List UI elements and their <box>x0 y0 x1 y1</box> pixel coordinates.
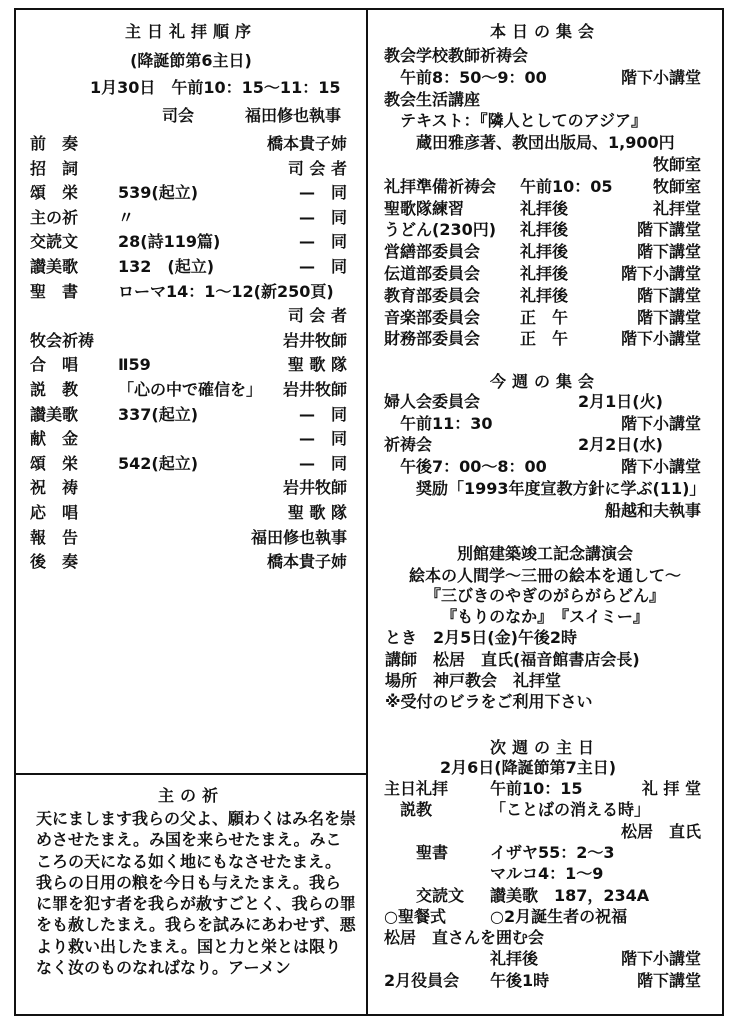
order-item-person: 岩井牧師 <box>282 380 347 399</box>
meeting-name: 午前11：30 <box>384 413 493 433</box>
lecture-line: 『もりのなか』 『スイミー』 <box>441 607 649 626</box>
meeting-time: 正 午 <box>520 329 569 349</box>
order-item-person: 橋本貴子姉 <box>266 134 347 153</box>
meeting-time: 礼拝後 <box>520 242 569 262</box>
meeting-time: 礼拝後 <box>490 949 539 969</box>
order-item-person: 岩井牧師 <box>282 478 347 498</box>
lecture-line: 絵本の人間学〜三冊の絵本を通して〜 <box>408 566 681 585</box>
order-item-person: — 同 <box>298 183 347 203</box>
meeting-place: 階下講堂 <box>636 307 701 327</box>
meeting-name: 主日礼拝 <box>384 779 449 798</box>
next-sunday-title: 次週の主日 <box>489 738 600 757</box>
meeting-time: 午前10：15 <box>490 779 583 798</box>
order-item-detail: 「心の中で確信を」 <box>118 380 263 399</box>
lecture-detail: ※受付のビラをご利用下さい <box>385 692 593 711</box>
order-item-label: 主の祈 <box>30 207 79 227</box>
meeting-name: 午前8：50〜9：00 <box>384 67 547 87</box>
presider-name: 福田修也執事 <box>245 106 342 125</box>
order-item-label: 頌 栄 <box>30 183 79 203</box>
order-item-label: 招 詞 <box>30 158 79 178</box>
meeting-name: 聖歌隊練習 <box>384 198 465 218</box>
order-item-label: 讃美歌 <box>30 404 79 424</box>
meeting-place: 階下講堂 <box>636 970 701 990</box>
meeting-name: 聖書 <box>384 842 449 862</box>
worship-subtitle: (降誕節第6主日) <box>130 51 252 70</box>
meeting-place: 階下小講堂 <box>620 413 701 433</box>
lecture-detail: 講師 松居 直氏(福音館書店会長) <box>385 650 640 669</box>
meeting-name: 松居 直さんを囲む会 <box>384 928 545 948</box>
meeting-name: 伝道部委員会 <box>384 264 481 283</box>
meeting-name: 音楽部委員会 <box>384 307 481 327</box>
meeting-name: 教会生活講座 <box>384 89 481 109</box>
meeting-name: テキスト：『隣人としてのアジア』 <box>384 111 648 131</box>
order-item-label: 説 教 <box>30 380 79 399</box>
presider-label: 司会 <box>162 106 195 125</box>
column-divider <box>366 8 368 1016</box>
lecture-title: 別館建築竣工記念講演会 <box>456 544 633 563</box>
meeting-place: 牧師室 <box>652 155 701 174</box>
meeting-time: マルコ4：1〜9 <box>490 864 604 884</box>
week-meetings-title: 今週の集会 <box>489 372 600 391</box>
meeting-time: 「ことばの消える時」 <box>490 800 651 820</box>
order-item-person: — 同 <box>298 453 347 473</box>
order-item-label: 前 奏 <box>30 134 79 153</box>
order-item-label: 合 唱 <box>30 355 79 375</box>
order-item-detail: 28(詩119篇) <box>118 232 221 252</box>
meeting-name: 2月役員会 <box>384 970 460 990</box>
lecture-detail: 場所 神戸教会 礼拝堂 <box>385 671 562 690</box>
order-item-detail: 〃 <box>118 207 135 227</box>
meeting-time: 礼拝後 <box>520 198 569 218</box>
order-item-person: 司 会 者 <box>287 158 347 178</box>
meeting-place: 階下小講堂 <box>620 67 701 87</box>
next-sunday-date: 2月6日(降誕節第7主日) <box>440 758 617 777</box>
meeting-time: イザヤ55：2〜3 <box>490 842 615 862</box>
order-item-label: 牧会祈祷 <box>30 330 95 350</box>
meeting-name: 祈祷会 <box>384 435 433 455</box>
meeting-name: 蔵田雅彦著、教団出版局、1,900円 <box>384 133 675 153</box>
lords-prayer-title: 主の祈 <box>157 786 224 805</box>
meeting-time: 午前10：05 <box>520 176 613 196</box>
meeting-time: 2月1日(火) <box>578 392 663 411</box>
meeting-name: 奨励「1993年度宣教方針に学ぶ(11)」 <box>384 478 706 498</box>
order-item-detail: 132 (起立) <box>118 257 215 276</box>
order-item-person: — 同 <box>298 404 347 424</box>
order-item-label: 献 金 <box>30 429 79 449</box>
worship-order-title: 主日礼拝順序 <box>124 22 257 41</box>
lecture-line: 『三びきのやぎのがらがらどん』 <box>424 586 665 605</box>
order-item-detail: Ⅱ59 <box>118 355 151 375</box>
order-item-detail: 542(起立) <box>118 453 199 473</box>
today-meetings-title: 本日の集会 <box>489 22 600 41</box>
lords-prayer-text: 天にまします我らの父よ、願わくはみ名を崇めさせたまえ。み国を来らせたまえ。みこころの天になる如く地にもなさせたまえ。我らの日用の粮を今日も与えたまえ。我らに罪を犯す者を我らが赦すごとく、我らの罪をも赦したまえ。我らを試みにあわせず、悪より救い出したまえ。国と力と栄とは限りなく汝のものなればなり。アーメン <box>36 809 357 978</box>
meeting-place: 礼 拝 堂 <box>641 779 701 798</box>
meeting-name: 説教 <box>384 800 433 820</box>
order-item-label: 応 唱 <box>30 503 79 522</box>
order-item-person: 橋本貴子姉 <box>266 552 347 572</box>
order-item-person: 聖 歌 隊 <box>287 503 347 522</box>
meeting-time: 讃美歌 187，234A <box>490 885 650 905</box>
order-item-person: 福田修也執事 <box>250 527 347 547</box>
meeting-time: 礼拝後 <box>520 220 569 240</box>
order-item-label: 交読文 <box>30 232 79 252</box>
meeting-place: 船越和夫執事 <box>604 500 701 520</box>
meeting-name: 教育部委員会 <box>384 285 481 305</box>
meeting-name: ○聖餐式 <box>384 906 446 926</box>
order-item-label: 頌 栄 <box>30 453 79 473</box>
meeting-place: 礼拝堂 <box>652 198 701 218</box>
meeting-name: 交読文 <box>384 885 465 905</box>
meeting-time: 正 午 <box>520 307 569 327</box>
meeting-name: 婦人会委員会 <box>384 392 481 411</box>
meeting-time: 礼拝後 <box>520 264 569 283</box>
order-item-person: 聖 歌 隊 <box>287 355 347 375</box>
order-item-label: 祝 祷 <box>30 478 79 498</box>
meeting-time: 礼拝後 <box>520 285 569 305</box>
order-item-person: 司 会 者 <box>287 306 347 326</box>
order-item-person: — 同 <box>298 232 347 252</box>
meeting-name: 午後7：00〜8：00 <box>384 457 547 477</box>
meeting-time: 2月2日(水) <box>578 435 663 455</box>
order-item-detail: 337(起立) <box>118 404 199 424</box>
order-item-label: 後 奏 <box>30 552 79 572</box>
worship-date: 1月30日 午前10：15〜11：15 <box>90 78 341 97</box>
section-divider <box>14 773 367 775</box>
order-item-detail: ローマ14：1〜12(新250頁) <box>118 281 334 301</box>
order-item-person: — 同 <box>298 207 347 227</box>
order-item-label: 聖 書 <box>30 281 79 301</box>
meeting-name: 営繕部委員会 <box>384 242 481 262</box>
order-item-detail: 539(起立) <box>118 183 199 203</box>
meeting-name: 礼拝準備祈祷会 <box>384 176 497 196</box>
order-item-label: 報 告 <box>30 527 79 547</box>
meeting-place: 松居 直氏 <box>620 821 701 841</box>
lecture-detail: とき 2月5日(金)午後2時 <box>385 628 578 647</box>
meeting-place: 階下小講堂 <box>620 949 701 969</box>
order-item-person: 岩井牧師 <box>282 330 347 350</box>
meeting-name: 教会学校教師祈祷会 <box>384 46 529 65</box>
meeting-time: ○2月誕生者の祝福 <box>490 906 628 926</box>
meeting-place: 階下小講堂 <box>620 457 701 477</box>
order-item-person: — 同 <box>298 429 347 449</box>
order-item-label: 讃美歌 <box>30 257 79 276</box>
meeting-time: 午後1時 <box>490 970 550 990</box>
meeting-name: 財務部委員会 <box>384 329 481 349</box>
meeting-place: 階下小講堂 <box>620 329 701 349</box>
meeting-place: 階下小講堂 <box>620 264 701 283</box>
meeting-place: 階下講堂 <box>636 285 701 305</box>
meeting-place: 階下講堂 <box>636 220 701 240</box>
meeting-name: うどん(230円) <box>384 220 497 240</box>
order-item-person: — 同 <box>298 257 347 276</box>
meeting-place: 牧師室 <box>652 176 701 196</box>
meeting-place: 階下講堂 <box>636 242 701 262</box>
